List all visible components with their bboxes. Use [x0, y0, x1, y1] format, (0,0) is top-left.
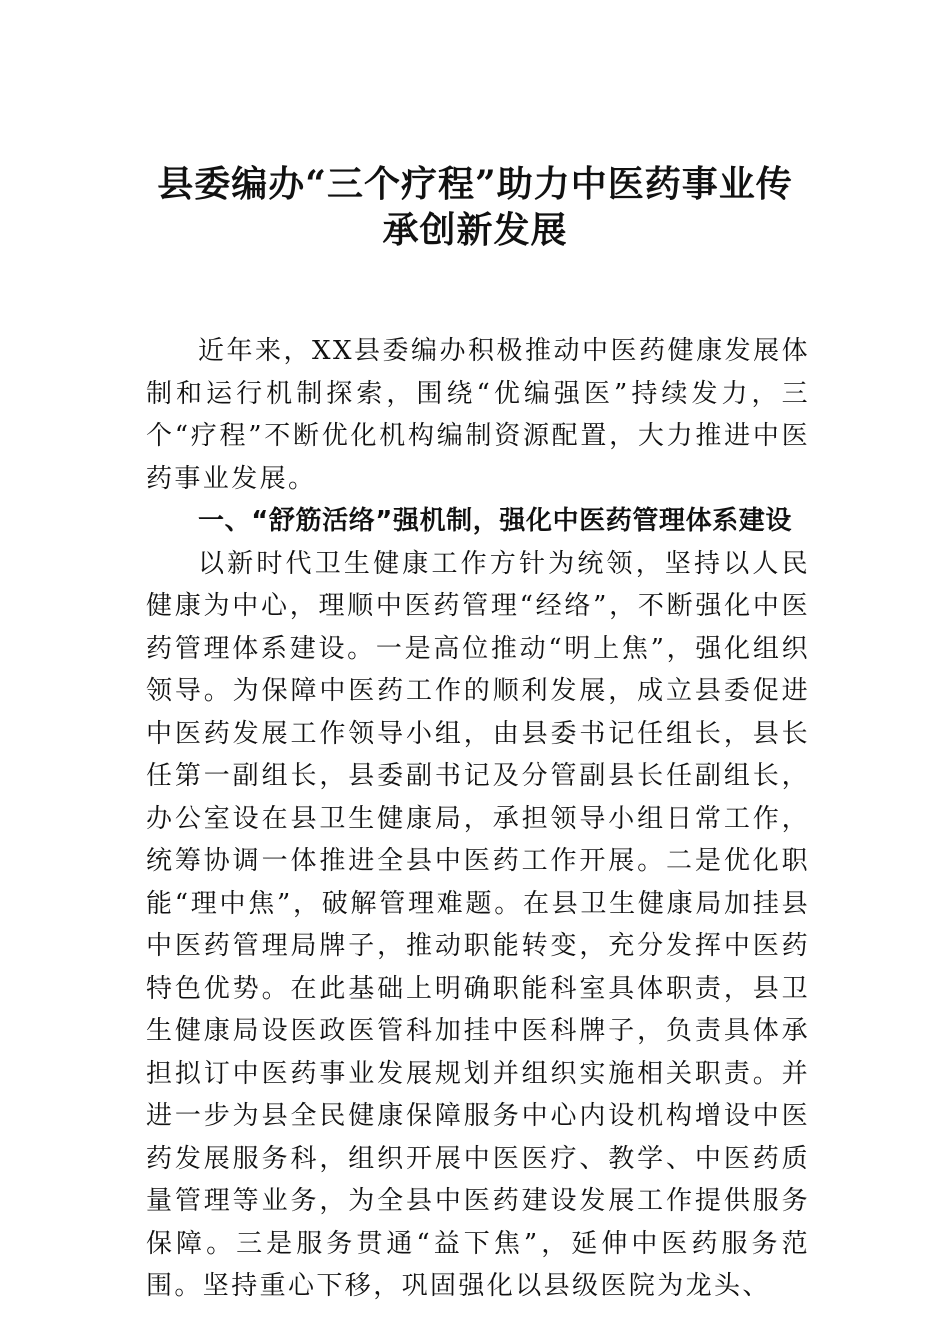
section-1-heading: 一、“舒筋活络”强机制，强化中医药管理体系建设: [198, 506, 792, 536]
document-title-line-1: 县委编办“三个疗程”助力中医药事业传: [157, 163, 793, 205]
section-1-paragraph: 以新时代卫生健康工作方针为统领，坚持以人民健康为中心，理顺中医药管理“经络”，不断强化中医药管理体系建设。一是高位推动“明上焦”，强化组织领导。为保障中医药工作的顺利发展，成立县委促进中医药发展工作领导小组，由县委书记任组长，县长任第一副组长，县委副书记及分管副县长任副组长，办公室设在县卫生健康局，承担领导小组日常工作，统筹协调一体推进全县中医药工作开展。二是优化职能“理中焦”，破解管理难题。在县卫生健康局加挂县中医药管理局牌子，推动职能转变，充分发挥中医药特色优势。在此基础上明确职能科室具体职责，县卫生健康局设医政医管科加挂中医科牌子，负责具体承担拟订中医药事业发展规划并组织实施相关职责。并进一步为县全民健康保障服务中心内设机构增设中医药发展服务科，组织开展中医医疗、教学、中医药质量管理等业务，为全县中医药建设发展工作提供服务保障。三是服务贯通“益下焦”，延伸中医药服务范围。坚持重心下移，巩固强化以县级医院为龙头、: [146, 548, 810, 1301]
document-body: [146, 330, 810, 1308]
document-title-line-2: 承创新发展: [382, 209, 568, 251]
intro-paragraph: 近年来，XX县委编办积极推动中医药健康发展体制和运行机制探索，围绕“优编强医”持续发力，三个“疗程”不断优化机构编制资源配置，大力推进中医药事业发展。: [146, 336, 810, 494]
